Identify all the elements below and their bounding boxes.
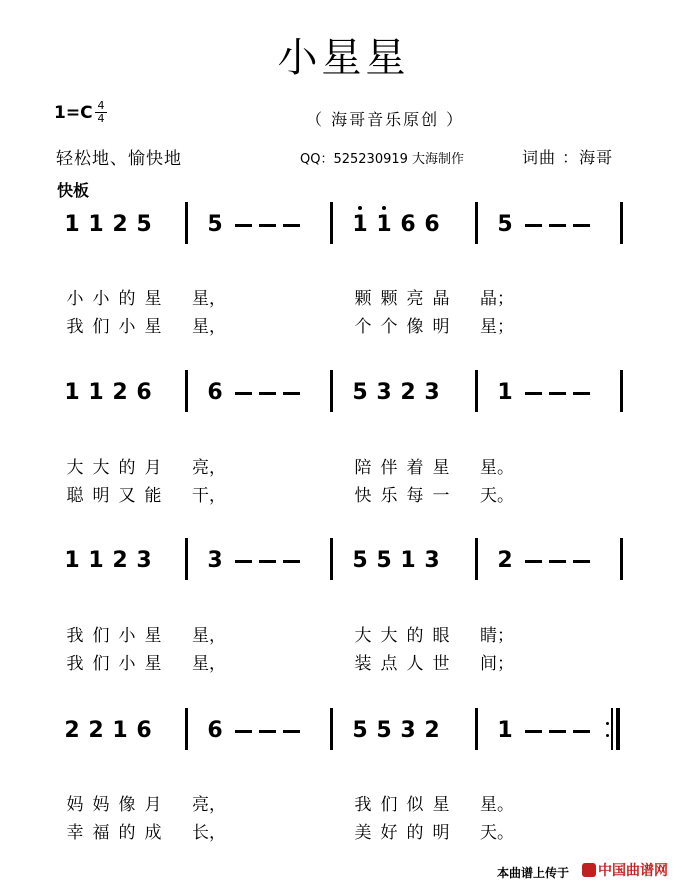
lyric-syllable: 一 [432, 486, 450, 506]
lyric-line [62, 818, 226, 843]
lyric-syllable: 乐 [380, 486, 398, 506]
sustain-dashes [525, 546, 597, 576]
lyric-line [62, 621, 226, 646]
lyric-syllable: 星 [144, 289, 162, 309]
note: 3 [376, 380, 392, 405]
sustain-dashes [235, 546, 307, 576]
sustain-dashes [525, 210, 597, 240]
sustain-dash [573, 560, 590, 563]
lyric-syllable: 星。 [480, 458, 514, 478]
barline [330, 202, 333, 244]
barline [475, 202, 478, 244]
barline [185, 708, 188, 750]
lyric-syllable: 星 [432, 795, 450, 815]
lyric-syllable: 长， [192, 823, 226, 843]
barline [330, 538, 333, 580]
lyric-syllable: 睛； [480, 626, 514, 646]
lyric-syllable: 大 [380, 626, 398, 646]
note: 2 [88, 718, 104, 743]
measure [60, 378, 156, 408]
time-signature [95, 100, 107, 125]
lyric-syllable: 我 [354, 795, 372, 815]
barline [475, 708, 478, 750]
lyric-line [62, 453, 226, 478]
sustain-dashes [235, 716, 307, 746]
lyric-syllable: 的 [406, 823, 424, 843]
note: 3 [424, 548, 440, 573]
measure [493, 378, 597, 408]
sustain-dash [259, 560, 276, 563]
lyric-syllable: 眼 [432, 626, 450, 646]
sustain-dash [549, 730, 566, 733]
lyric-line [350, 818, 514, 843]
lyric-line [62, 481, 226, 506]
logo-icon [582, 863, 596, 877]
lyric-syllable: 我 [66, 654, 84, 674]
lyric-syllable: 颗 [354, 289, 372, 309]
barline [475, 370, 478, 412]
lyric-syllable: 颗 [380, 289, 398, 309]
lyric-syllable: 天。 [480, 486, 514, 506]
note: 6 [207, 718, 223, 743]
lyric-syllable: 小 [92, 289, 110, 309]
lyric-syllable: 星， [192, 317, 226, 337]
note: 2 [112, 212, 128, 237]
sustain-dash [235, 224, 252, 227]
sustain-dash [235, 392, 252, 395]
lyric-syllable: 星 [144, 654, 162, 674]
lyric-syllable: 小 [66, 289, 84, 309]
lyric-syllable: 陪 [354, 458, 372, 478]
measure [203, 210, 307, 240]
note: 3 [400, 718, 416, 743]
measure [348, 378, 444, 408]
barline [185, 370, 188, 412]
lyric-line [62, 790, 226, 815]
barline [620, 370, 623, 412]
note: 1 [497, 380, 513, 405]
lyric-syllable: 人 [406, 654, 424, 674]
lyric-syllable: 点 [380, 654, 398, 674]
lyric-syllable: 小 [118, 654, 136, 674]
note: 1 [348, 210, 372, 240]
note: 1 [64, 380, 80, 405]
note: 1 [88, 548, 104, 573]
lyric-syllable: 星 [432, 458, 450, 478]
lyric-line [350, 621, 514, 646]
lyric-syllable: 星； [480, 317, 514, 337]
lyric-syllable: 星 [144, 317, 162, 337]
lyric-syllable: 又 [118, 486, 136, 506]
barline [620, 538, 623, 580]
barline [620, 202, 623, 244]
lyric-syllable: 亮， [192, 795, 226, 815]
lyric-syllable: 聪 [66, 486, 84, 506]
lyric-syllable: 小 [118, 317, 136, 337]
note: 2 [112, 380, 128, 405]
lyric-syllable: 亮 [406, 289, 424, 309]
sustain-dash [525, 560, 542, 563]
note: 1 [64, 548, 80, 573]
sustain-dash [235, 560, 252, 563]
lyric-syllable: 的 [118, 289, 136, 309]
note: 3 [424, 380, 440, 405]
sustain-dash [525, 392, 542, 395]
lyric-syllable: 世 [432, 654, 450, 674]
lyric-syllable: 快 [354, 486, 372, 506]
note: 5 [352, 380, 368, 405]
sustain-dash [549, 392, 566, 395]
lyric-line [62, 284, 226, 309]
lyric-syllable: 着 [406, 458, 424, 478]
note: 5 [207, 212, 223, 237]
note: 3 [207, 548, 223, 573]
note: 2 [112, 548, 128, 573]
lyric-syllable: 们 [92, 626, 110, 646]
lyric-syllable: 美 [354, 823, 372, 843]
time-denominator: 4 [95, 112, 107, 125]
note: 6 [400, 212, 416, 237]
sustain-dashes [235, 378, 307, 408]
barline [330, 370, 333, 412]
lyric-syllable: 我 [66, 626, 84, 646]
lyric-syllable: 好 [380, 823, 398, 843]
lyric-syllable: 明 [432, 317, 450, 337]
barline [330, 708, 333, 750]
sustain-dash [525, 224, 542, 227]
lyric-syllable: 们 [92, 654, 110, 674]
note: 1 [88, 380, 104, 405]
lyric-syllable: 的 [118, 458, 136, 478]
lyric-syllable: 伴 [380, 458, 398, 478]
lyric-syllable: 明 [92, 486, 110, 506]
lyric-line [350, 481, 514, 506]
lyric-syllable: 月 [144, 458, 162, 478]
note: 5 [352, 718, 368, 743]
lyric-syllable: 明 [432, 823, 450, 843]
lyric-syllable: 间； [480, 654, 514, 674]
measure [60, 716, 156, 746]
lyric-syllable: 星， [192, 654, 226, 674]
lyric-syllable: 亮， [192, 458, 226, 478]
note: 5 [136, 212, 152, 237]
key-signature: 1=C [54, 103, 93, 123]
lyric-syllable: 个 [380, 317, 398, 337]
lyric-syllable: 妈 [66, 795, 84, 815]
sustain-dashes [235, 210, 307, 240]
lyric-syllable: 星。 [480, 795, 514, 815]
measure [203, 716, 307, 746]
sustain-dash [235, 730, 252, 733]
high-octave-dot [382, 206, 386, 210]
lyric-syllable: 装 [354, 654, 372, 674]
lyric-line [350, 312, 514, 337]
lyric-syllable: 像 [118, 795, 136, 815]
lyric-syllable: 个 [354, 317, 372, 337]
mood-marking: 轻松地、愉快地 [56, 149, 182, 169]
lyric-syllable: 福 [92, 823, 110, 843]
lyric-syllable: 的 [406, 626, 424, 646]
note: 3 [136, 548, 152, 573]
sustain-dash [573, 224, 590, 227]
note: 5 [352, 548, 368, 573]
lyric-syllable: 大 [354, 626, 372, 646]
repeat-dot [606, 722, 609, 725]
measure [348, 546, 444, 576]
lyric-syllable: 晶； [480, 289, 514, 309]
lyric-syllable: 星， [192, 289, 226, 309]
qq-contact: QQ：525230919 大海制作 [300, 152, 465, 167]
sustain-dash [283, 224, 300, 227]
lyric-line [350, 453, 514, 478]
barline [611, 708, 613, 750]
lyric-syllable: 的 [118, 823, 136, 843]
lyric-line [62, 649, 226, 674]
note: 1 [64, 212, 80, 237]
note: 1 [112, 718, 128, 743]
sustain-dashes [525, 378, 597, 408]
note: 1 [497, 718, 513, 743]
credit-line: 词曲 ：海哥 [522, 148, 614, 167]
barline [475, 538, 478, 580]
measure [203, 546, 307, 576]
lyric-line [350, 284, 514, 309]
sustain-dash [259, 224, 276, 227]
note: 5 [376, 548, 392, 573]
lyric-line [350, 790, 514, 815]
sustain-dash [549, 224, 566, 227]
barline [185, 538, 188, 580]
lyric-syllable: 月 [144, 795, 162, 815]
measure [203, 378, 307, 408]
note: 6 [136, 718, 152, 743]
note: 2 [497, 548, 513, 573]
note: 5 [376, 718, 392, 743]
lyric-syllable: 天。 [480, 823, 514, 843]
note: 1 [400, 548, 416, 573]
lyric-syllable: 大 [66, 458, 84, 478]
tempo-marking: 快板 [57, 181, 90, 200]
lyric-line [62, 312, 226, 337]
lyric-syllable: 似 [406, 795, 424, 815]
sustain-dash [283, 392, 300, 395]
note: 1 [372, 210, 396, 240]
lyric-syllable: 们 [380, 795, 398, 815]
measure [493, 546, 597, 576]
note: 2 [400, 380, 416, 405]
barline [616, 708, 620, 750]
lyric-syllable: 幸 [66, 823, 84, 843]
measure [60, 546, 156, 576]
measure [348, 210, 444, 240]
measure [493, 716, 597, 746]
sustain-dash [525, 730, 542, 733]
repeat-dot [606, 734, 609, 737]
note: 5 [497, 212, 513, 237]
lyric-syllable: 小 [118, 626, 136, 646]
high-octave-dot [358, 206, 362, 210]
sustain-dash [573, 392, 590, 395]
lyric-syllable: 每 [406, 486, 424, 506]
lyric-syllable: 能 [144, 486, 162, 506]
note: 1 [88, 212, 104, 237]
note: 6 [424, 212, 440, 237]
lyric-syllable: 干， [192, 486, 226, 506]
time-numerator: 4 [97, 99, 105, 112]
sustain-dash [259, 730, 276, 733]
subtitle: （ 海哥音乐原创 ） [306, 110, 465, 129]
barline [185, 202, 188, 244]
lyric-line [350, 649, 514, 674]
lyric-syllable: 们 [92, 317, 110, 337]
note: 6 [136, 380, 152, 405]
sustain-dashes [525, 716, 597, 746]
page-title: 小星星 [277, 35, 410, 81]
lyric-syllable: 妈 [92, 795, 110, 815]
measure [493, 210, 597, 240]
lyric-syllable: 星 [144, 626, 162, 646]
sustain-dash [283, 730, 300, 733]
sustain-dash [283, 560, 300, 563]
note: 2 [64, 718, 80, 743]
measure [60, 210, 156, 240]
lyric-syllable: 像 [406, 317, 424, 337]
logo-text: 中国曲谱网 [598, 863, 668, 879]
note: 2 [424, 718, 440, 743]
upload-note: 本曲谱上传于 [497, 866, 570, 880]
lyric-syllable: 星， [192, 626, 226, 646]
site-logo [582, 860, 668, 880]
lyric-syllable: 我 [66, 317, 84, 337]
sustain-dash [259, 392, 276, 395]
lyric-syllable: 晶 [432, 289, 450, 309]
lyric-syllable: 成 [144, 823, 162, 843]
sustain-dash [549, 560, 566, 563]
lyric-syllable: 大 [92, 458, 110, 478]
note: 6 [207, 380, 223, 405]
measure [348, 716, 444, 746]
sustain-dash [573, 730, 590, 733]
